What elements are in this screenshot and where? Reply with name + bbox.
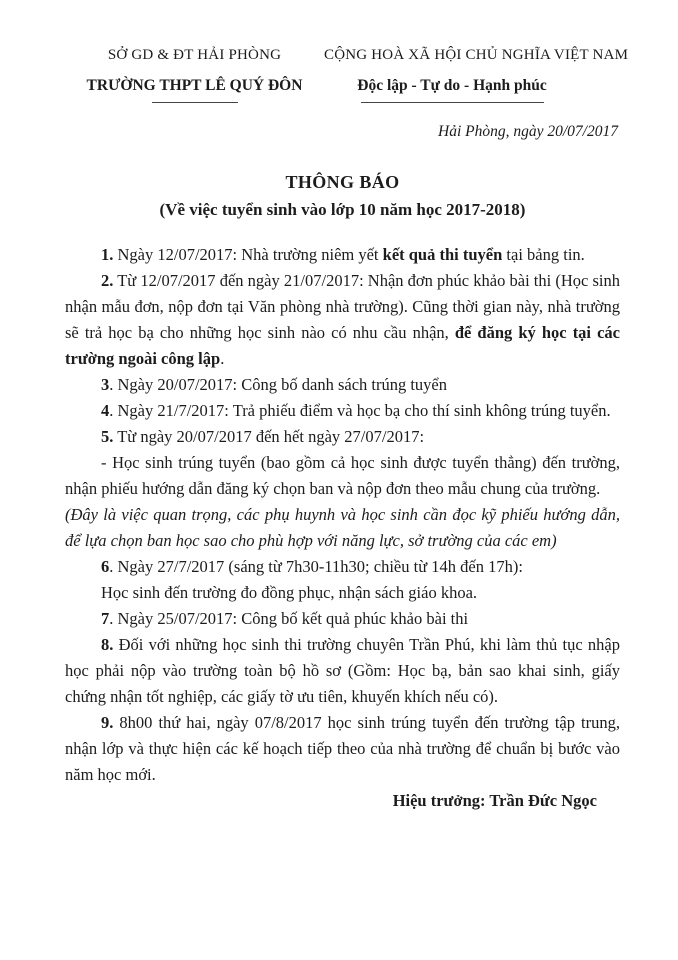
header-underline-right xyxy=(361,102,544,103)
paragraph-4: 4. Ngày 21/7/2017: Trả phiếu điểm và học bạ cho thí sinh không trúng tuyển. xyxy=(101,401,611,420)
paragraph-3: 3. Ngày 20/07/2017: Công bố danh sách trúng tuyển xyxy=(101,375,448,394)
header-underline-left xyxy=(152,102,238,103)
paragraph-9: Học sinh đến trường đo đồng phục, nhận sách giáo khoa. xyxy=(101,583,478,602)
document-title: THÔNG BÁO xyxy=(285,172,400,192)
paragraph-1: 1. Ngày 12/07/2017: Nhà trường niêm yết kết quả thi tuyển tại bảng tin. xyxy=(101,245,585,264)
paragraph-2: 2. Từ 12/07/2017 đến ngày 21/07/2017: Nhận đơn phúc khảo bài thi (Học sinh nhận mẫu đơn, nộp đơn tại Văn phòng nhà trường). Cũng thời gian này, nhà trường sẽ trả học bạ cho những học sinh nào có nhu cầu nhận, để đăng ký học tại các trường ngoài công lập. xyxy=(65,271,620,368)
paragraph-10: 7. Ngày 25/07/2017: Công bố kết quả phúc khảo bài thi xyxy=(101,609,469,628)
national-motto-block xyxy=(324,42,629,103)
paragraph-5: 5. Từ ngày 20/07/2017 đến hết ngày 27/07/2017: xyxy=(101,427,425,446)
document-subtitle: (Về việc tuyển sinh vào lớp 10 năm học 2017-2018) xyxy=(159,200,526,219)
document-header xyxy=(65,42,629,103)
paragraph-8: 6. Ngày 27/7/2017 (sáng từ 7h30-11h30; chiều từ 14h đến 17h): xyxy=(101,557,523,576)
document-body xyxy=(65,242,620,788)
country-title: CỘNG HOÀ XÃ HỘI CHỦ NGHĨA VIỆT NAM xyxy=(324,47,629,63)
paragraph-11: 8. Đối với những học sinh thi trường chuyên Trần Phú, khi làm thủ tục nhập học phải nộp vào trường toàn bộ hồ sơ (Gồm: Học bạ, bản sao khai sinh, giấy chứng nhận tốt nghiệp, các giấy tờ ưu tiên, khuyến khích nếu có). xyxy=(65,635,620,706)
paragraph-6: - Học sinh trúng tuyển (bao gồm cả học sinh được tuyển thẳng) đến trường, nhận phiếu hướng dẫn đăng ký chọn ban và nộp đơn theo mẫu chung của trường. xyxy=(65,453,620,498)
signature-line: Hiệu trưởng: Trần Đức Ngọc xyxy=(392,791,597,810)
department-name: SỞ GD & ĐT HẢI PHÒNG xyxy=(107,47,282,63)
paragraph-7-note: (Đây là việc quan trọng, các phụ huynh và học sinh cần đọc kỹ phiếu hướng dẫn, để lựa chọn ban học sao cho phù hợp với năng lực, sở trường của các em) xyxy=(65,505,620,550)
national-motto: Độc lập - Tự do - Hạnh phúc xyxy=(357,77,547,94)
issuing-org-block xyxy=(65,42,324,103)
dateline: Hải Phòng, ngày 20/07/2017 xyxy=(438,123,618,140)
school-name: TRƯỜNG THPT LÊ QUÝ ĐÔN xyxy=(86,77,303,94)
paragraph-12: 9. 8h00 thứ hai, ngày 07/8/2017 học sinh trúng tuyển đến trường tập trung, nhận lớp và thực hiện các kế hoạch tiếp theo của nhà trường để chuẩn bị bước vào năm học mới. xyxy=(65,713,620,784)
